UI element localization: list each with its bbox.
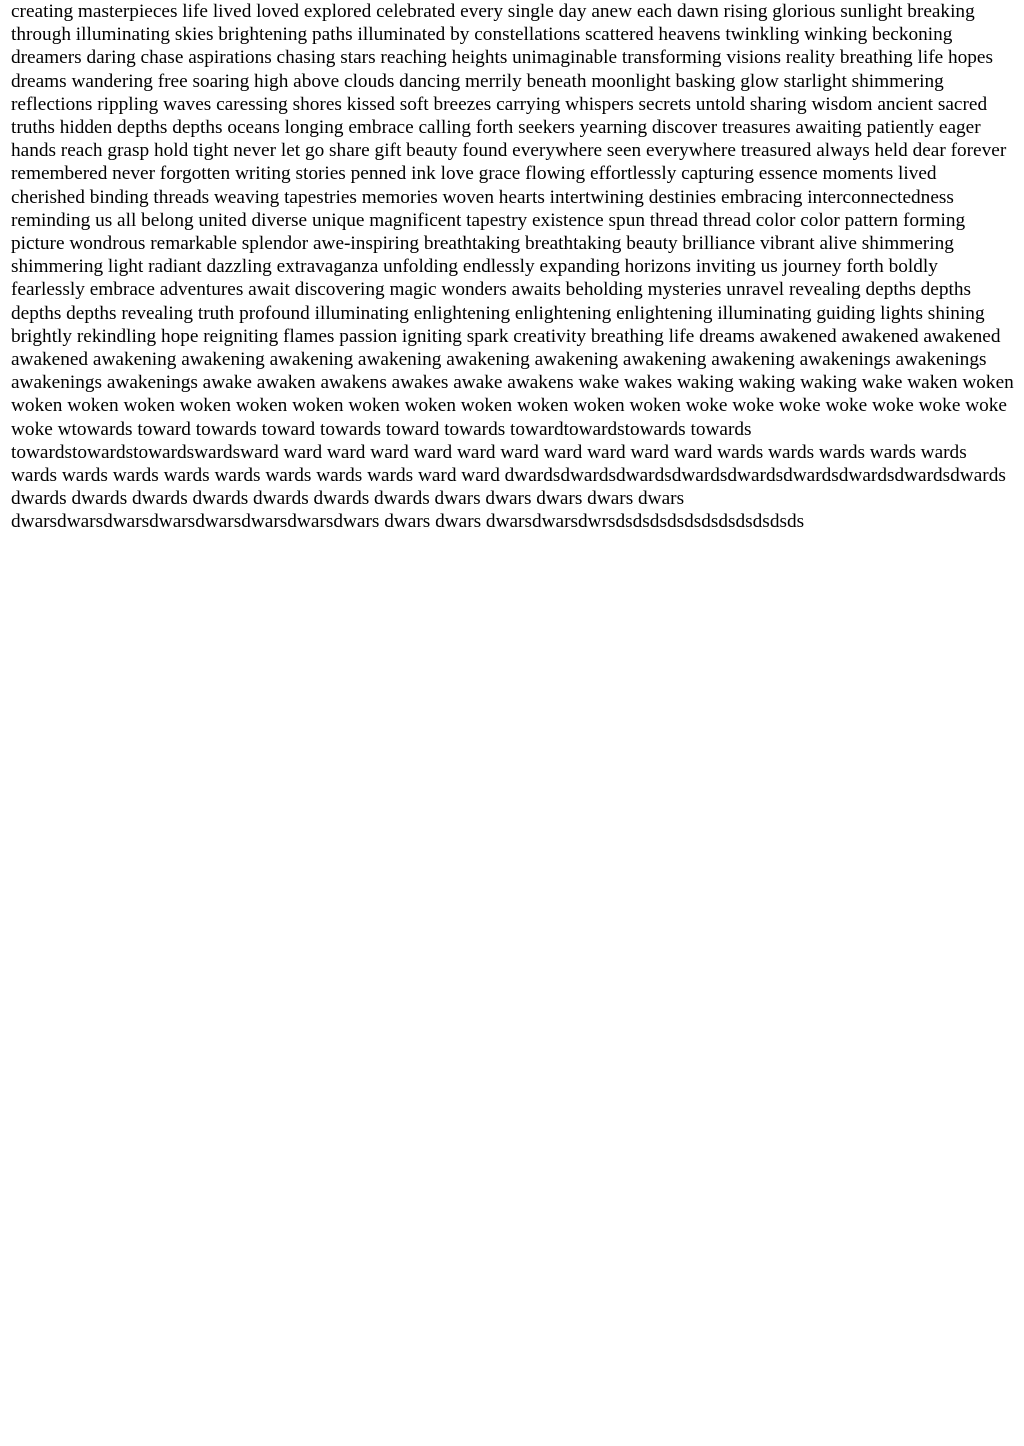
body-paragraph: creating masterpieces life lived loved explored celebrated every single day anew each dawn rising glorious sunlight breaking through illuminating skies brightening paths illuminated by constellations scattered heavens twinkling winking beckoning dreamers daring chase aspirations chasing stars reaching heights unimaginable transforming visions reality breathing life hopes dreams wandering free soaring high above clouds dancing merrily beneath moonlight basking glow starlight shimmering reflections rippling waves caressing shores kissed soft breezes carrying whispers secrets untold sharing wisdom ancient sacred truths hidden depths depths oceans longing embrace calling forth seekers yearning discover treasures awaiting patiently eager hands reach grasp hold tight never let go share gift beauty found everywhere seen everywhere treasured always held dear forever remembered never forgotten writing stories penned ink love grace flowing effortlessly capturing essence moments lived cherished binding threads weaving tapestries memories woven hearts intertwining destinies embracing interconnectedness reminding us all belong united diverse unique magnificent tapestry existence spun thread thread color color pattern forming picture wondrous remarkable splendor awe-inspiring breathtaking breathtaking beauty brilliance vibrant alive shimmering shimmering light radiant dazzling extravaganza unfolding endlessly expanding horizons inviting us journey forth boldly fearlessly embrace adventures await discovering magic wonders awaits beholding mysteries unravel revealing depths depths depths depths revealing truth profound illuminating enlightening enlightening enlightening illuminating guiding lights shining brightly rekindling hope reigniting flames passion igniting spark creativity breathing life dreams awakened awakened awakened awakened awakening awakening awakening awakening awakening awakening awakening awakening awakenings awakenings awakenings awakenings awake awaken awakens awakes awake awakens wake wakes waking waking waking wake waken woken woken woken woken woken woken woken woken woken woken woken woken woken woke woke woke woke woke woke woke woke wtowards toward towards toward towards toward towards towardtowardstowards towards towardstowardstowardswardsward ward ward ward ward ward ward ward ward ward ward wards wards wards wards wards wards wards wards wards wards wards wards wards ward ward dwardsdwardsdwardsdwardsdwardsdwardsdwardsdwardsdwards dwards dwards dwards dwards dwards dwards dwards dwars dwars dwars dwars dwars dwarsdwarsdwarsdwarsdwarsdwarsdwarsdwars dwars dwars dwarsdwarsdwrsdsdsdsdsdsdsdsdsdsdsds — [11, 1, 1014, 533]
